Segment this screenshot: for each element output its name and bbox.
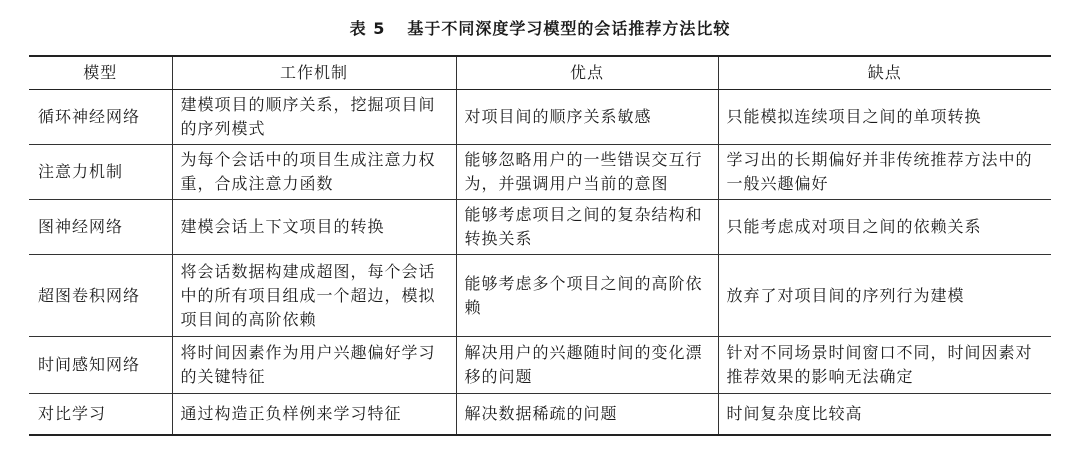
cell-mechanism: 建模项目的顺序关系，挖掘项目间的序列模式 (172, 90, 456, 145)
cell-model: 图神经网络 (29, 200, 172, 255)
cell-disadvantage: 针对不同场景时间窗口不同，时间因素对推荐效果的影响无法确定 (718, 337, 1051, 394)
header-row (29, 56, 1051, 90)
cell-disadvantage: 时间复杂度比较高 (718, 394, 1051, 436)
table-number: 表 5 (349, 19, 386, 38)
cell-advantage: 对项目间的顺序关系敏感 (456, 90, 718, 145)
cell-advantage: 能够忽略用户的一些错误交互行为，并强调用户当前的意图 (456, 145, 718, 200)
header-advantage: 优点 (456, 56, 718, 90)
cell-advantage: 解决用户的兴趣随时间的变化漂移的问题 (456, 337, 718, 394)
cell-disadvantage: 放弃了对项目间的序列行为建模 (718, 255, 1051, 337)
cell-model: 循环神经网络 (29, 90, 172, 145)
cell-disadvantage: 只能模拟连续项目之间的单项转换 (718, 90, 1051, 145)
table-row (29, 200, 1051, 255)
cell-model: 对比学习 (29, 394, 172, 436)
cell-advantage: 能够考虑多个项目之间的高阶依赖 (456, 255, 718, 337)
cell-model: 时间感知网络 (29, 337, 172, 394)
table-row (29, 394, 1051, 436)
cell-model: 超图卷积网络 (29, 255, 172, 337)
cell-advantage: 能够考虑项目之间的复杂结构和转换关系 (456, 200, 718, 255)
table-row (29, 90, 1051, 145)
cell-model: 注意力机制 (29, 145, 172, 200)
table-row (29, 255, 1051, 337)
header-disadvantage: 缺点 (718, 56, 1051, 90)
comparison-table (29, 55, 1051, 436)
cell-advantage: 解决数据稀疏的问题 (456, 394, 718, 436)
table-row (29, 337, 1051, 394)
cell-mechanism: 通过构造正负样例来学习特征 (172, 394, 456, 436)
cell-mechanism: 将会话数据构建成超图，每个会话中的所有项目组成一个超边，模拟项目间的高阶依赖 (172, 255, 456, 337)
header-model: 模型 (29, 56, 172, 90)
table-row (29, 145, 1051, 200)
cell-mechanism: 建模会话上下文项目的转换 (172, 200, 456, 255)
table-caption (0, 16, 1080, 39)
cell-mechanism: 为每个会话中的项目生成注意力权重，合成注意力函数 (172, 145, 456, 200)
header-mechanism: 工作机制 (172, 56, 456, 90)
cell-disadvantage: 学习出的长期偏好并非传统推荐方法中的一般兴趣偏好 (718, 145, 1051, 200)
cell-disadvantage: 只能考虑成对项目之间的依赖关系 (718, 200, 1051, 255)
table-title: 基于不同深度学习模型的会话推荐方法比较 (407, 19, 731, 38)
cell-mechanism: 将时间因素作为用户兴趣偏好学习的关键特征 (172, 337, 456, 394)
